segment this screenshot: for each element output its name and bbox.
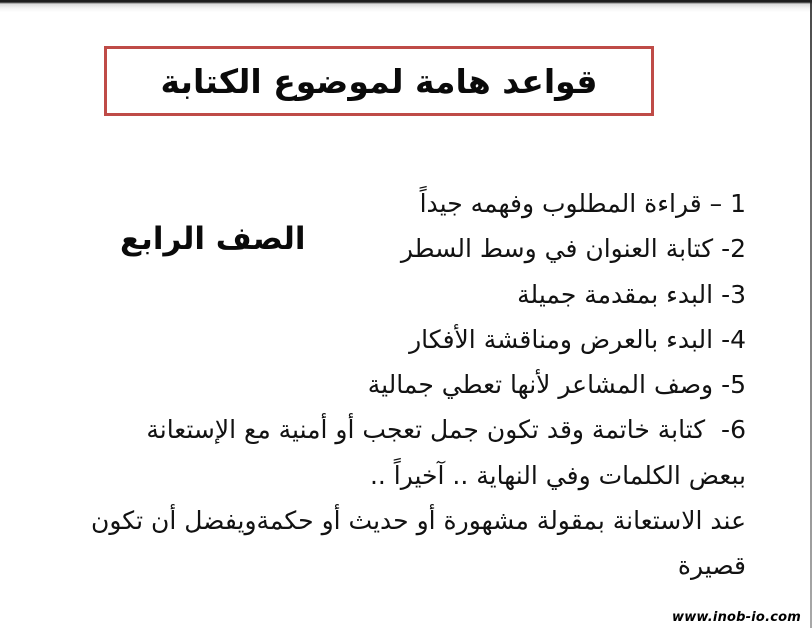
grade-label: الصف الرابع [120, 221, 306, 257]
rule-line-6-continuation: ببعض الكلمات وفي النهاية .. آخيراً .. [369, 460, 746, 490]
title-box [104, 46, 654, 116]
rule-line-1: 1 – قراءة المطلوب وفهمه جيداً [419, 189, 746, 218]
watermark-url: www.inob-io.com [672, 610, 801, 625]
closing-note-line-1: عند الاستعانة بمقولة مشهورة أو حديث أو حكمةويفضل أن تكون [90, 506, 746, 536]
rules-list [0, 181, 812, 589]
rule-line-3: 3- البدء بمقدمة جميلة [517, 279, 746, 309]
rule-line-5: 5- وصف المشاعر لأنها تعطي جمالية [367, 370, 746, 400]
rule-line-6: 6- كتابة خاتمة وقد تكون جمل تعجب أو أمنية مع الإستعانة [146, 415, 746, 445]
closing-note-line-2: قصيرة [677, 551, 746, 581]
window-top-edge [0, 0, 812, 12]
rule-line-4: 4- البدء بالعرض ومناقشة الأفكار [409, 324, 746, 354]
rule-line-2: 2- كتابة العنوان في وسط السطر [400, 234, 746, 264]
slide-title: قواعد هامة لموضوع الكتابة [160, 61, 598, 101]
